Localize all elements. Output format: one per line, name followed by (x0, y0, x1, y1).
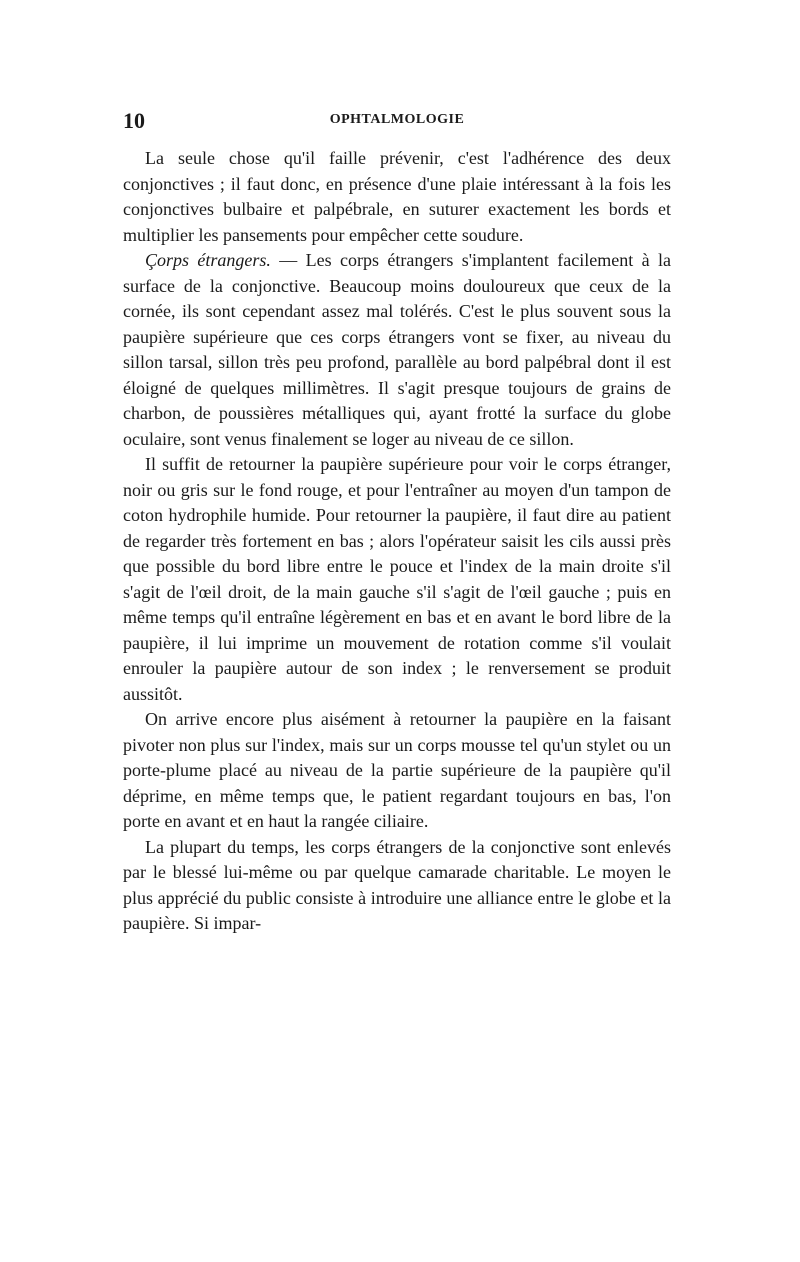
paragraph-text: La seule chose qu'il faille prévenir, c'est l'adhérence des deux conjonctives ; il faut donc, en présence d'une plaie intéressant à la fois les conjonctives bulbaire et palpébrale, en suturer exactement les bords et multiplier les pansements pour empêcher cette soudure. (123, 148, 671, 245)
paragraph-text: La plupart du temps, les corps étrangers de la conjonctive sont enlevés par le blessé lui-même ou par quelque camarade charitable. Le moyen le plus apprécié du public consiste à introduire une alliance entre le globe et la paupière. Si impar- (123, 836, 671, 933)
section-heading: Çorps étrangers. (145, 250, 271, 270)
paragraph (123, 835, 671, 937)
paragraph (123, 452, 671, 707)
paragraph-text: Il suffit de retourner la paupière supérieure pour voir le corps étranger, noir ou gris sur le fond rouge, et pour l'entraîner au moyen d'un tampon de coton hydrophile humide. Pour retourner la paupière, il faut dire au patient de regarder très fortement en bas ; alors l'opérateur saisit les cils aussi près que possible du bord libre entre le pouce et l'index de la main droite s'il s'agit de l'œil droit, de la main gauche s'il s'agit de l'œil gauche ; puis en même temps qu'il entraîne légèrement en bas et en avant le bord libre de la paupière, il lui imprime un mouvement de rotation comme s'il voulait enrouler la paupière autour de son index ; le renversement se produit aussitôt. (123, 454, 671, 704)
paragraph-text: — Les corps étrangers s'implantent facilement à la surface de la conjonctive. Beaucoup moins douloureux que ceux de la cornée, ils sont cependant assez mal tolérés. C'est le plus souvent sous la paupière supérieure que ces corps étrangers vont se fixer, au niveau du sillon tarsal, sillon très peu profond, parallèle au bord palpébral dont il est éloigné de quelques millimètres. Il s'agit presque toujours de grains de charbon, de poussières métalliques qui, ayant frotté la surface du globe oculaire, sont venus finalement se loger au niveau de ce sillon. (123, 250, 671, 449)
paragraph-text: On arrive encore plus aisément à retourner la paupière en la faisant pivoter non plus sur l'index, mais sur un corps mousse tel qu'un stylet ou un porte-plume placé au niveau de la partie supérieure de la paupière qu'il déprime, en même temps que, le patient regardant toujours en bas, l'on porte en avant et en haut la rangée ciliaire. (123, 709, 671, 831)
running-title: OPHTALMOLOGIE (329, 112, 465, 127)
paragraph (123, 146, 671, 248)
paragraph (123, 707, 671, 835)
body-text (123, 146, 671, 937)
paragraph (123, 248, 671, 452)
page-number: 10 (123, 108, 145, 133)
book-page (123, 108, 671, 937)
running-header (123, 108, 671, 138)
